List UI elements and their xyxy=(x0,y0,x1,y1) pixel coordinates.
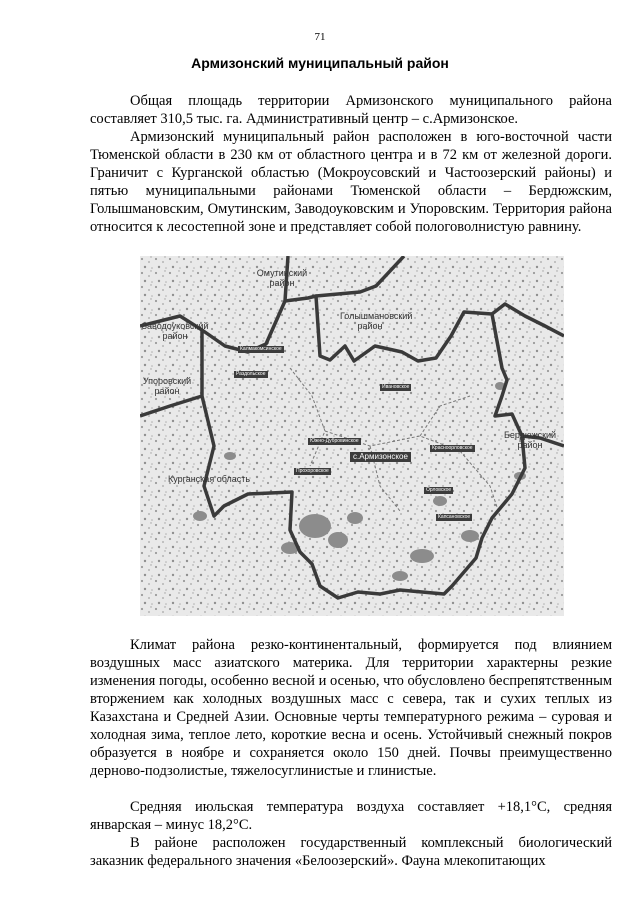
paragraph-reserve: В районе расположен государственный комплексный биологический заказник федерального значения «Белоозерский». Фауна млекопитающих xyxy=(90,835,612,869)
neighbor-label-zavodoukovsky: Заводоуковский район xyxy=(141,321,209,341)
settlement-label: Раздольское xyxy=(236,371,266,377)
neighbor-label-omutinsky: Омутинский район xyxy=(256,268,308,288)
neighbor-label-kurgan: Курганская область xyxy=(167,474,251,484)
paragraph-area: Общая площадь территории Армизонского муниципального района составляет 310,5 тыс. га. Административный центр – с.Армизонское. xyxy=(90,93,612,127)
settlement-label: Красноорловское xyxy=(432,445,473,451)
paragraph-location: Армизонский муниципальный район расположен в юго-восточной части Тюменской области в 230 км от областного центра и в 72 км от железной дороги. Граничит с Курганской областью (Мокроусовский и Частоозерский районы) и пятью муниципальными районами Тюменской области – Бердюжским, Голышмановским, Омутинским, Заводоуковским и Упоровским. Территория района относится к лесостепной зоне и представляет собой пологоволнистую равнину. xyxy=(90,129,612,235)
neighbor-label-uporovsky: Упоровский район xyxy=(142,376,192,396)
paragraph-climate: Климат района резко-континентальный, формируется под влиянием воздушных масс азиатского материка. Для территории характерны резкие изменения погоды, особенно весной и осенью, что обусловлено беспрепятственным вторжением как холодных воздушных масс с севера, так и сухих теплых из Казахстана и Средней Азии. Основные черты температурного режима – суровая и холодная зима, теплое лето, короткие весна и осень. Устойчивый снежный покров образуется в ноябре и сохраняется около 150 дней. Почвы преимущественно дерново-подзолистые, тяжелосуглинистые и глинистые. xyxy=(90,637,612,779)
paragraph-temperature: Средняя июльская температура воздуха составляет +18,1°С, средняя январская – минус 18,2°С. xyxy=(90,799,612,833)
district-map xyxy=(140,256,564,616)
neighbor-label-berdyuzhsky: Бердюжский район xyxy=(503,430,557,450)
settlement-label: Калмакомсинское xyxy=(240,346,282,352)
neighbor-label-golyshmanovsky: Голышмановский район xyxy=(340,311,413,331)
settlement-label: Южно-Дубровинское xyxy=(310,438,359,444)
settlement-label: Орловское xyxy=(426,487,452,493)
settlement-label: Прохоровское xyxy=(296,468,329,474)
page-number: 71 xyxy=(314,31,326,43)
settlement-label: Капсановское xyxy=(438,514,471,520)
settlement-label: Ивановское xyxy=(382,384,410,390)
district-center-label: с.Армизонское xyxy=(350,452,411,462)
page-title: Армизонский муниципальный район xyxy=(191,55,449,71)
